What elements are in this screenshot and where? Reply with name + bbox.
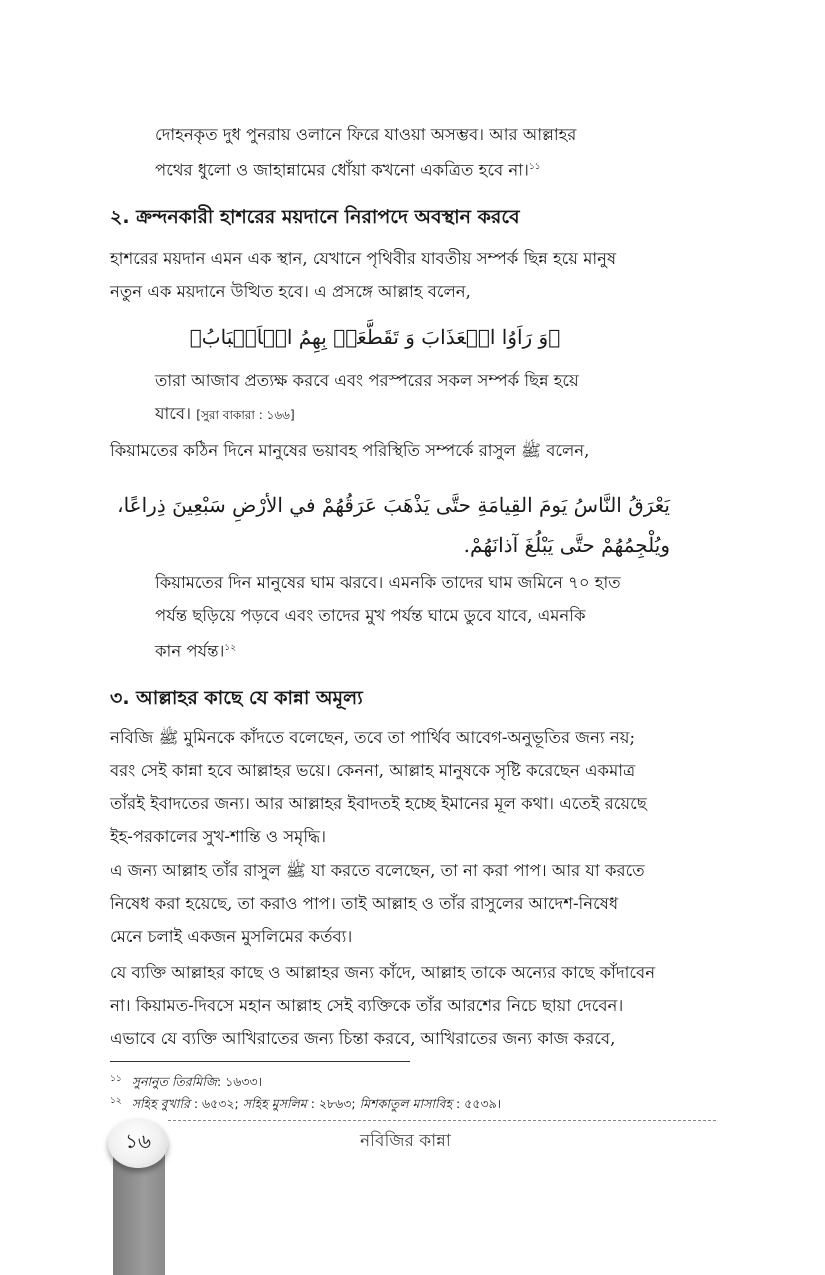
text-line: কিয়ামতের দিন মানুষের ঘাম ঝরবে। এমনকি তাদের ঘাম জমিনে ৭০ হাত: [155, 573, 621, 592]
paragraph: [110, 854, 715, 953]
text-line: দোহনকৃত দুধ পুনরায় ওলানে ফিরে যাওয়া অসম্ভব। আর আল্লাহর: [155, 125, 577, 144]
text-line: পর্যন্ত ছড়িয়ে পড়বে এবং তাদের মুখ পর্যন্ত ঘামে ডুবে যাবে, এমনকি: [155, 606, 586, 625]
text-line: কান পর্যন্ত।$^{১২}$: [155, 641, 237, 661]
paragraph: [110, 242, 715, 308]
footnote-mark: ১১: [528, 162, 541, 172]
text-line: তাঁরই ইবাদতের জন্য। আর আল্লাহর ইবাদতই হচ্ছে ইমানের মূল কথা। এতেই রয়েছে: [110, 794, 647, 813]
text-line: ইহ-পরকালের সুখ-শান্তি ও সমৃদ্ধি।: [110, 827, 327, 846]
paragraph: [110, 721, 715, 853]
text-line: নিষেধ করা হয়েছে, তা করাও পাপ। তাই আল্লাহ ও তাঁর রাসুলের আদেশ-নিষেধ: [110, 894, 619, 913]
text-line: যাবে। [সুরা বাকারা : ১৬৬]: [155, 404, 295, 423]
page-number: ১৬: [108, 1118, 168, 1168]
text-line: যে ব্যক্তি আল্লাহর কাছে ও আল্লাহর জন্য কাঁদে, আল্লাহ তাকে অন্যের কাছে কাঁদাবেন: [110, 963, 656, 982]
footnote: [110, 1071, 262, 1094]
footnote-ref: : ৬৫৩২;: [189, 1096, 243, 1112]
text-line: يَعْرَقُ النَّاسُ يَومَ القِيامَةِ حتَّى يَذْهَبَ عَرَقُهُمْ في الأرْضِ سَبْعِينَ ذِراعًا،: [117, 493, 670, 517]
footnote-ref: : ৫৫৩৯।: [452, 1096, 502, 1112]
text-line: তারা আজাব প্রত্যক্ষ করবে এবং পরস্পরের সকল সম্পর্ক ছিন্ন হয়ে: [155, 371, 579, 390]
text-line: বরং সেই কান্না হবে আল্লাহর ভয়ে। কেননা, আল্লাহ মানুষকে সৃষ্টি করেছেন একমাত্র: [110, 761, 636, 780]
section-heading: ৩. আল্লাহর কাছে যে কান্না অমূল্য: [110, 687, 363, 709]
paragraph: [110, 956, 715, 1055]
text-line: পথের ধুলো ও জাহান্নামের ধোঁয়া কখনো একত্রিত হবে না।$^{১১}$: [155, 160, 541, 180]
footnote-ref: : ২৮৬৩;: [306, 1096, 360, 1112]
hadith-arabic: [117, 485, 670, 565]
text-line: নবিজি ﷺ মুমিনকে কাঁদতে বলেছেন, তবে তা পার্থিব আবেগ-অনুভূতির জন্য নয়;: [110, 728, 636, 747]
text-line: এভাবে যে ব্যক্তি আখিরাতের জন্য চিন্তা করবে, আখিরাতের জন্য কাজ করবে,: [110, 1029, 616, 1048]
hadith-translation: [155, 566, 670, 668]
footnote-separator: [110, 1061, 410, 1062]
text-line: নতুন এক ময়দানে উত্থিত হবে। এ প্রসঙ্গে আল্লাহ বলেন,: [110, 282, 471, 301]
footer-divider: [168, 1120, 716, 1121]
text-line: হাশরের ময়দান এমন এক স্থান, যেখানে পৃথিবীর যাবতীয় সম্পর্ক ছিন্ন হয়ে মানুষ: [110, 249, 617, 268]
footnote-source: মিশকাতুল মাসাবিহ: [359, 1096, 453, 1112]
footnote-ref: : ১৬৩৩।: [216, 1074, 263, 1090]
footnote-mark: ১২: [110, 1096, 122, 1106]
footnote: [110, 1093, 501, 1116]
section-heading: ২. ক্রন্দনকারী হাশরের ময়দানে নিরাপদে অবস্থান করবে: [110, 206, 520, 228]
footnote-source: সহিহ বুখারি: [131, 1096, 190, 1112]
text-line: মেনে চলাই একজন মুসলিমের কর্তব্য।: [110, 927, 353, 946]
ayah-reference: [সুরা বাকারা : ১৬৬]: [196, 408, 295, 422]
ayah-translation: [155, 364, 670, 432]
text-line: না। কিয়ামত-দিবসে মহান আল্লাহ সেই ব্যক্তিকে তাঁর আরশের নিচে ছায়া দেবেন।: [110, 996, 624, 1015]
text-line: ويُلْجِمُهُمْ حتَّى يَبْلُغَ آذانَهُمْ.: [463, 533, 670, 557]
text-line: এ জন্য আল্লাহ তাঁর রাসুল ﷺ যা করতে বলেছেন, তা না করা পাপ। আর যা করতে: [110, 861, 645, 880]
footnote-mark: ১১: [110, 1074, 122, 1084]
quran-ayah: ﴿وَ رَاَوُا الۡعَذَابَ وَ تَقَطَّعَتۡ بِهِمُ الۡاَسۡبَابُ﴾: [189, 325, 561, 349]
intro-paragraph: [155, 118, 670, 187]
footnote-mark: ১২: [224, 643, 237, 653]
footnote-source: সহিহ মুসলিম: [242, 1096, 307, 1112]
running-title: নবিজির কান্না: [360, 1131, 451, 1151]
hadith-intro: কিয়ামতের কঠিন দিনে মানুষের ভয়াবহ পরিস্থিতি সম্পর্কে রাসুল ﷺ বলেন,: [110, 441, 590, 460]
footnote-source: সুনানুত তিরমিজি: [131, 1074, 217, 1090]
